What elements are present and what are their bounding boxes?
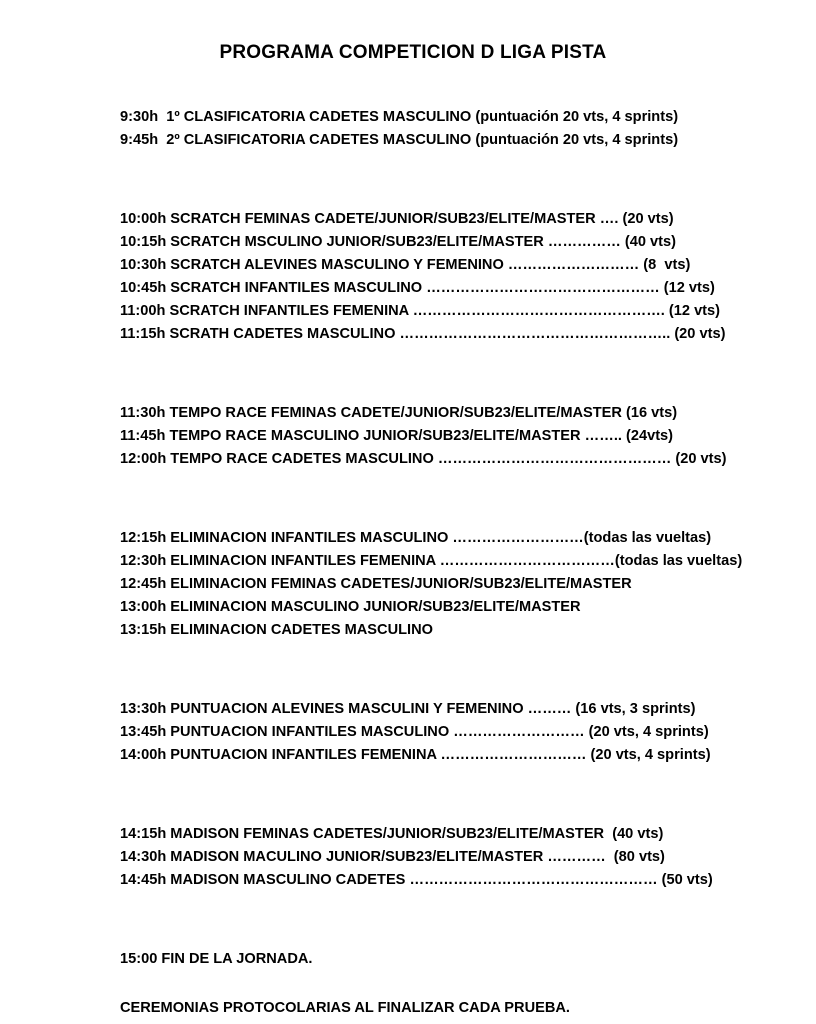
schedule-line: 10:30h SCRATCH ALEVINES MASCULINO Y FEMENINO ……………………… (8 vts) (120, 257, 691, 273)
schedule-line: 11:45h TEMPO RACE MASCULINO JUNIOR/SUB23/ELITE/MASTER …….. (24vts) (120, 428, 674, 444)
schedule-line: 12:00h TEMPO RACE CADETES MASCULINO ………………………………………… (20 vts) (120, 451, 727, 467)
end-of-day-line: 15:00 FIN DE LA JORNADA. (120, 951, 313, 967)
schedule-group-puntuacion (120, 698, 756, 767)
schedule-line: 14:00h PUNTUACION INFANTILES FEMENINA ………………………… (20 vts, 4 sprints) (120, 747, 711, 763)
schedule-group-madison (120, 823, 756, 892)
spacer (60, 346, 756, 402)
schedule-line: 10:00h SCRATCH FEMINAS CADETE/JUNIOR/SUB23/ELITE/MASTER …. (20 vts) (120, 211, 674, 227)
schedule-line: 10:45h SCRATCH INFANTILES MASCULINO ………………………………………… (12 vts) (120, 280, 715, 296)
schedule-line: 13:30h PUNTUACION ALEVINES MASCULINI Y FEMENINO ……… (16 vts, 3 sprints) (120, 701, 696, 717)
schedule-line: 12:15h ELIMINACION INFANTILES MASCULINO ………………………(todas las vueltas) (120, 530, 712, 546)
ceremony-line: CEREMONIAS PROTOCOLARIAS AL FINALIZAR CADA PRUEBA. (120, 1000, 570, 1016)
schedule-line: 11:00h SCRATCH INFANTILES FEMENINA ……………………………………………. (12 vts) (120, 303, 721, 319)
schedule-line: 9:30h 1º CLASIFICATORIA CADETES MASCULINO (puntuación 20 vts, 4 sprints) (120, 109, 679, 125)
schedule-line: 10:15h SCRATCH MSCULINO JUNIOR/SUB23/ELITE/MASTER …………… (40 vts) (120, 234, 676, 250)
schedule-line: 12:30h ELIMINACION INFANTILES FEMENINA ………………………………(todas las vueltas) (120, 553, 743, 569)
spacer (60, 642, 756, 698)
schedule-group-tempo-race (120, 402, 756, 471)
schedule-group-clasificatoria (120, 106, 756, 152)
schedule-line: 13:15h ELIMINACION CADETES MASCULINO (120, 622, 433, 638)
schedule-line: 11:15h SCRATH CADETES MASCULINO ……………………………………………….. (20 vts) (120, 326, 726, 342)
schedule-line: 12:45h ELIMINACION FEMINAS CADETES/JUNIOR/SUB23/ELITE/MASTER (120, 576, 632, 592)
document-footer (120, 948, 756, 1020)
page-title: PROGRAMA COMPETICION D LIGA PISTA (219, 42, 607, 63)
schedule-line: 14:30h MADISON MACULINO JUNIOR/SUB23/ELITE/MASTER ………… (80 vts) (120, 849, 665, 865)
schedule-group-scratch (120, 208, 756, 346)
schedule-line: 11:30h TEMPO RACE FEMINAS CADETE/JUNIOR/SUB23/ELITE/MASTER (16 vts) (120, 405, 678, 421)
spacer (60, 471, 756, 527)
schedule-line: 14:15h MADISON FEMINAS CADETES/JUNIOR/SUB23/ELITE/MASTER (40 vts) (120, 826, 664, 842)
schedule-line: 13:45h PUNTUACION INFANTILES MASCULINO ……………………… (20 vts, 4 sprints) (120, 724, 709, 740)
spacer (60, 152, 756, 208)
schedule-group-eliminacion (120, 527, 756, 642)
spacer (120, 971, 756, 997)
schedule-line: 14:45h MADISON MASCULINO CADETES …………………………………………… (50 vts) (120, 872, 713, 888)
spacer (60, 767, 756, 823)
schedule-line: 9:45h 2º CLASIFICATORIA CADETES MASCULINO (puntuación 20 vts, 4 sprints) (120, 132, 679, 148)
schedule-line: 13:00h ELIMINACION MASCULINO JUNIOR/SUB23/ELITE/MASTER (120, 599, 581, 615)
spacer (60, 892, 756, 948)
